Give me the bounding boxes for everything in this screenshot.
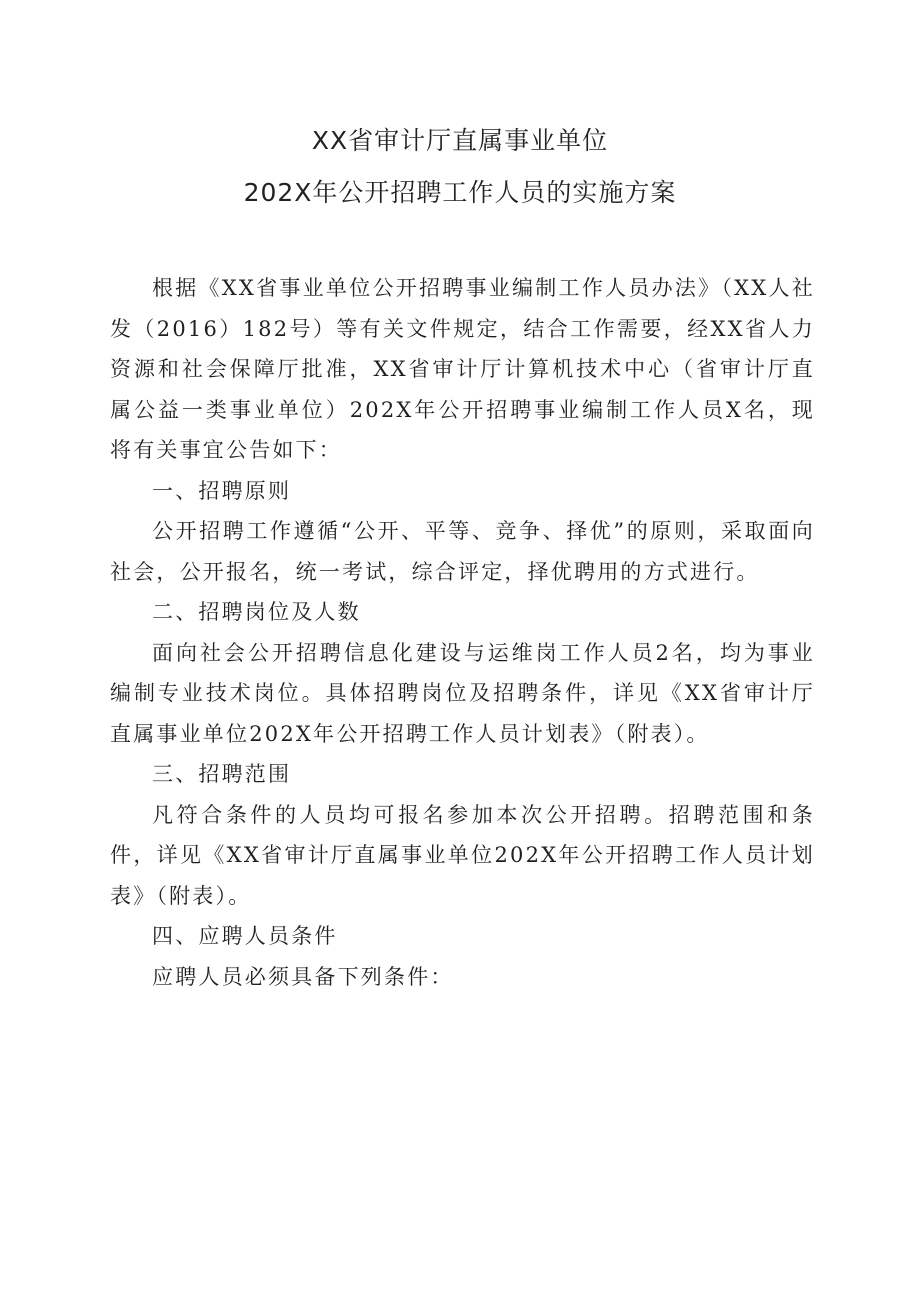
document-title-line-1: XX省审计厅直属事业单位 [311, 126, 609, 155]
intro-paragraph: 根据《XX省事业单位公开招聘事业编制工作人员办法》（XX人社发（2016）182号）等有关文件规定，结合工作需要，经XX省人力资源和社会保障厅批准，XX省审计厅计算机技术中心（省审计厅直属公益一类事业单位）202X年公开招聘事业编制工作人员X名，现将有关事宜公告如下： [110, 276, 815, 462]
section-heading-positions: 二、招聘岗位及人数 [152, 600, 361, 624]
section-text-principles: 公开招聘工作遵循“公开、平等、竞争、择优”的原则，采取面向社会，公开报名，统一考试，综合评定，择优聘用的方式进行。 [110, 519, 815, 584]
section-text-conditions: 应聘人员必须具备下列条件： [152, 964, 454, 989]
section-heading-principles: 一、招聘原则 [152, 478, 292, 503]
document-body [110, 268, 815, 997]
section-heading-scope: 三、招聘范围 [152, 762, 292, 786]
section-text-scope: 凡符合条件的人员均可报名参加本次公开招聘。招聘范围和条件，详见《XX省审计厅直属事业单位202X年公开招聘工作人员计划表》（附表）。 [110, 802, 815, 908]
section-text-positions: 面向社会公开招聘信息化建设与运维岗工作人员2名，均为事业编制专业技术岗位。具体招聘岗位及招聘条件，详见《XX省审计厅直属事业单位202X年公开招聘工作人员计划表》（附表）。 [110, 640, 815, 746]
document-title-line-2: 202X年公开招聘工作人员的实施方案 [243, 178, 677, 207]
section-heading-conditions: 四、应聘人员条件 [152, 924, 338, 948]
